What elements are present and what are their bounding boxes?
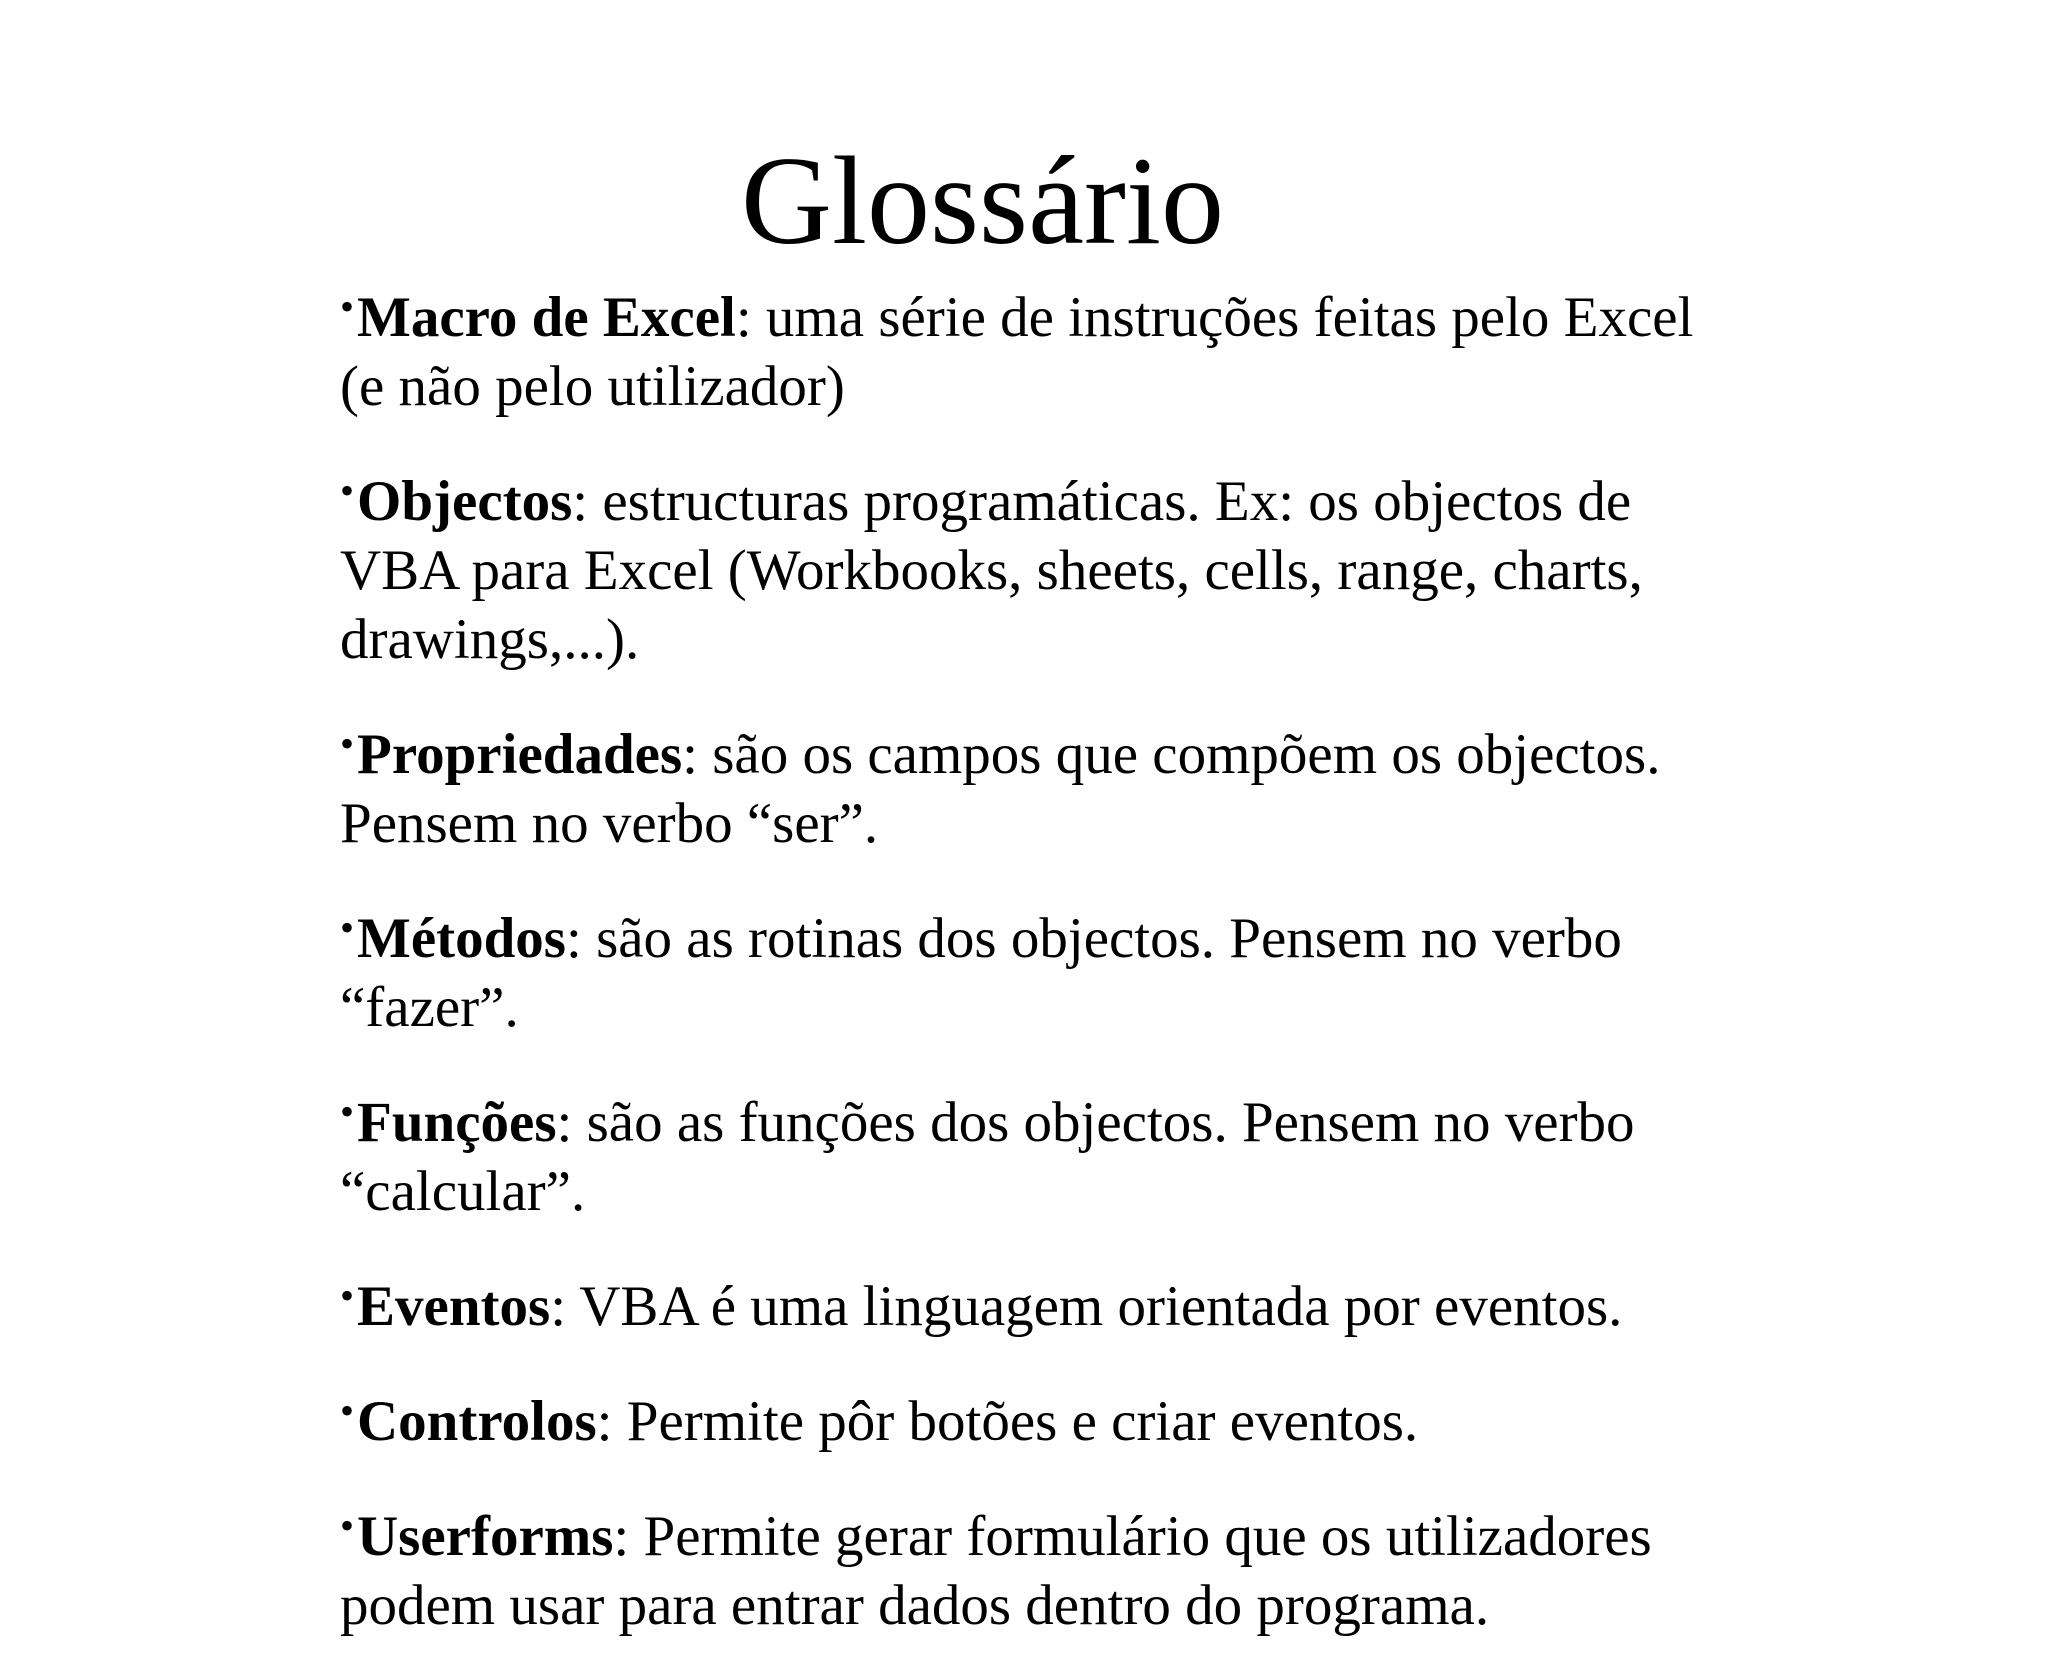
glossary-term: Userforms (357, 1505, 614, 1568)
bullet-icon: • (340, 1503, 355, 1548)
glossary-definition: : VBA é uma linguagem orientada por eventos. (550, 1275, 1623, 1338)
glossary-entry-funcoes (340, 1077, 1730, 1226)
glossary-entry-macro (340, 272, 1730, 421)
glossary-term: Funções (357, 1091, 557, 1154)
glossary-entry-metodos (340, 893, 1730, 1042)
glossary-term: Métodos (357, 907, 566, 970)
glossary-definition: : Permite gerar formulário que os utilizadores podem usar para entrar dados dentro do programa. (340, 1505, 1652, 1637)
glossary-term: Macro de Excel (357, 286, 736, 349)
glossary-term: Objectos (357, 470, 573, 533)
glossary-definition: : são os campos que compõem os objectos. Pensem no verbo “ser”. (340, 723, 1661, 855)
page-title: Glossário (741, 132, 1224, 271)
glossary-entry-controlos (340, 1376, 1730, 1456)
bullet-icon: • (340, 1388, 355, 1433)
glossary-definition: : são as rotinas dos objectos. Pensem no verbo “fazer”. (340, 907, 1622, 1039)
bullet-icon: • (340, 1089, 355, 1134)
bullet-icon: • (340, 468, 355, 513)
bullet-icon: • (340, 905, 355, 950)
glossary-term: Eventos (357, 1275, 551, 1338)
glossary-definition: : Permite pôr botões e criar eventos. (596, 1390, 1419, 1453)
glossary-entry-propriedades (340, 709, 1730, 858)
glossary-definition: : estructuras programáticas. Ex: os objectos de VBA para Excel (Workbooks, sheets, cells, range, charts, drawings,...). (340, 470, 1643, 671)
glossary-entry-objectos (340, 456, 1730, 674)
bullet-icon: • (340, 1273, 355, 1318)
bullet-icon: • (340, 284, 355, 329)
glossary-entry-userforms (340, 1491, 1730, 1640)
glossary-definition: : uma série de instruções feitas pelo Excel (e não pelo utilizador) (340, 286, 1694, 418)
glossary-term: Controlos (357, 1390, 597, 1453)
glossary-entry-eventos (340, 1261, 1730, 1341)
glossary-definition: : são as funções dos objectos. Pensem no verbo “calcular”. (340, 1091, 1635, 1223)
glossary-list (340, 272, 1730, 1675)
glossary-term: Propriedades (357, 723, 683, 786)
bullet-icon: • (340, 721, 355, 766)
